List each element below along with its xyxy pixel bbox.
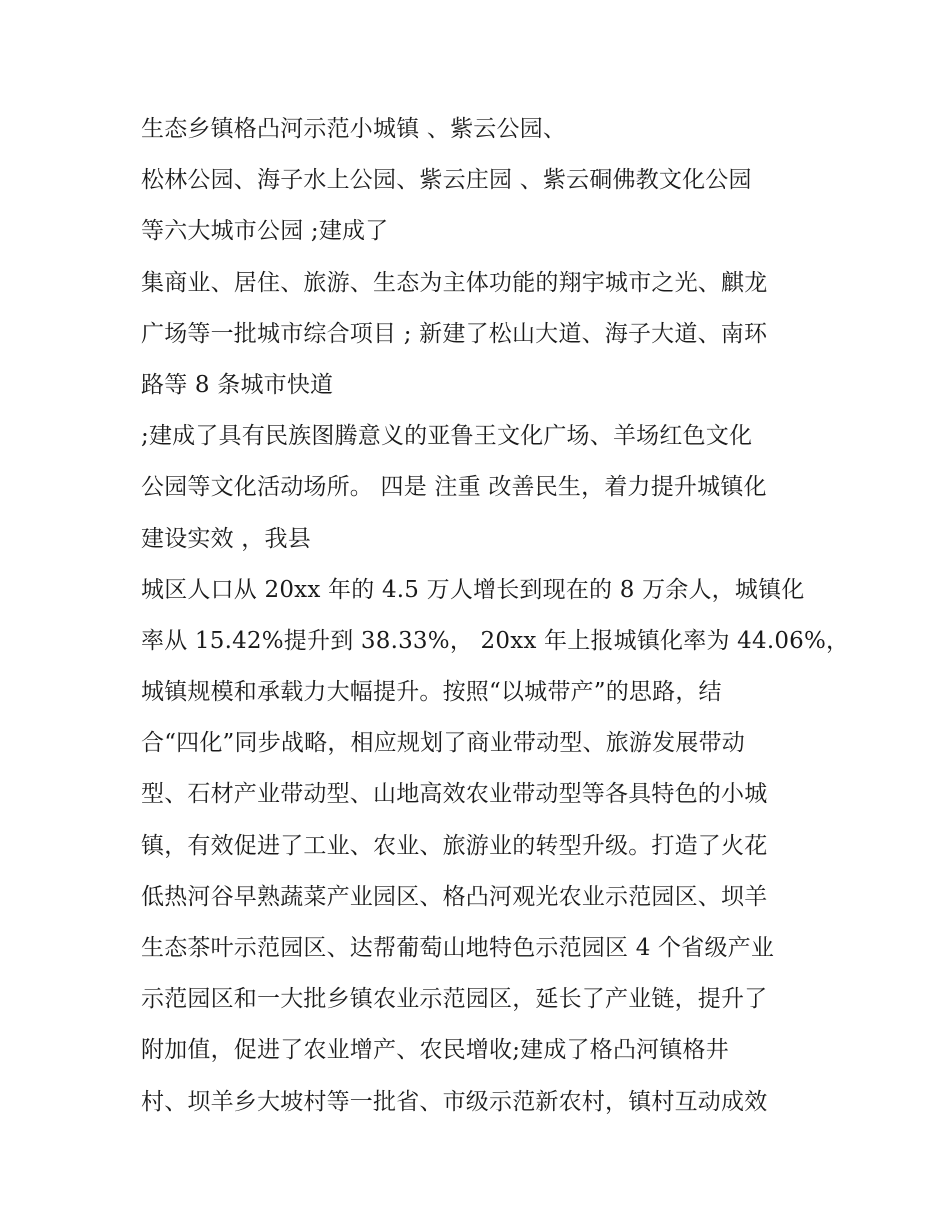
text-line: 示范园区和一大批乡镇农业示范园区，延长了产业链，提升了 (141, 986, 768, 1013)
text-line: 城区人口从 20xx 年的 4.5 万人增长到现在的 8 万余人，城镇化 (141, 576, 805, 603)
text-line: 公园等文化活动场所。 四是 注重 改善民生，着力提升城镇化 (141, 474, 767, 501)
text-line: 建设实效 ，我县 (141, 525, 311, 552)
text-line: 集商业、居住、旅游、生态为主体功能的翔宇城市之光、麒龙 (141, 269, 768, 296)
text-line: 广场等一批城市综合项目 ; 新建了松山大道、海子大道、南环 (141, 320, 768, 347)
text-line: 合“四化”同步战略，相应规划了商业带动型、旅游发展带动 (141, 730, 745, 757)
text-line: 路等 8 条城市快道 (141, 371, 334, 398)
text-line: ;建成了具有民族图腾意义的亚鲁王文化广场、羊场红色文化 (141, 423, 753, 450)
text-line: 型、石材产业带动型、山地高效农业带动型等各具特色的小城 (141, 781, 768, 808)
text-line: 镇，有效促进了工业、农业、旅游业的转型升级。打造了火花 (141, 832, 768, 859)
text-line: 生态茶叶示范园区、达帮葡萄山地特色示范园区 4 个省级产业 (141, 935, 775, 961)
text-line: 城镇规模和承载力大幅提升。按照“以城带产”的思路，结 (141, 679, 722, 706)
text-line: 村、坝羊乡大坡村等一批省、市级示范新农村，镇村互动成效 (141, 1088, 768, 1115)
text-line: 附加值，促进了农业增产、农民增收;建成了格凸河镇格井 (141, 1037, 729, 1064)
body-text (141, 104, 850, 1128)
text-line: 低热河谷早熟蔬菜产业园区、格凸河观光农业示范园区、坝羊 (141, 883, 768, 910)
text-line: 松林公园、海子水上公园、紫云庄园 、紫云硐佛教文化公园 (141, 167, 752, 194)
text-line: 率从 15.42%提升到 38.33%， 20xx 年上报城镇化率为 44.06%， (141, 627, 850, 654)
text-line: 生态乡镇格凸河示范小城镇 、紫云公园、 (141, 116, 567, 142)
text-line: 等六大城市公园 ;建成了 (141, 218, 389, 245)
